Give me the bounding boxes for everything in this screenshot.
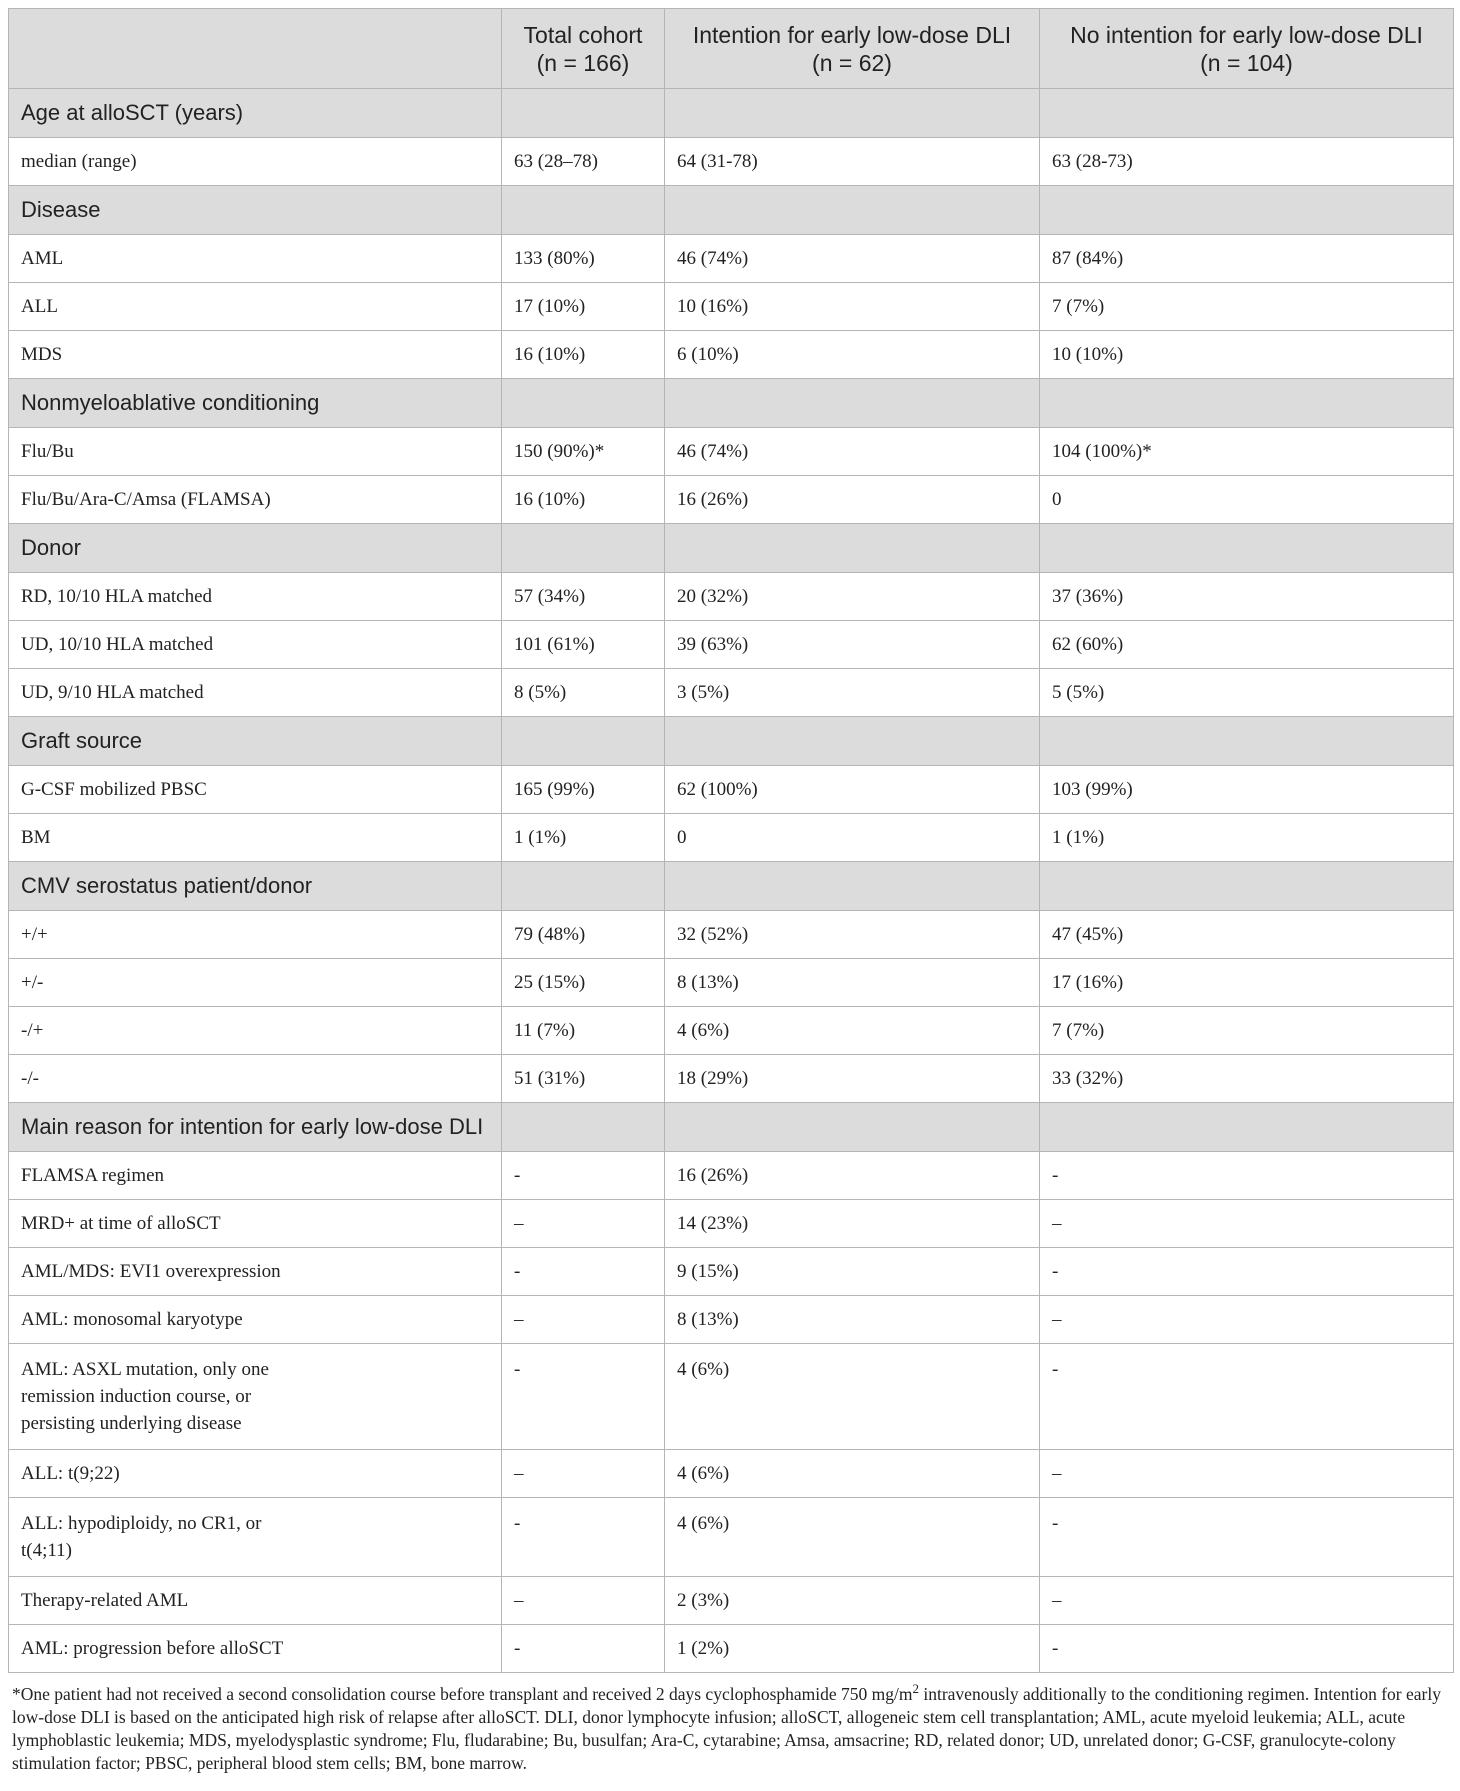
value-cell: 46 (74%) [665, 235, 1040, 283]
footnote-text-part2: intravenously additionally to the conditioning regimen. Intention for early low-dose DLI is based on the anticipated high risk of relapse after alloSCT. DLI, donor lymphocyte infusion; alloSCT, allogeneic stem cell transplantation; AML, acute myeloid leukemia; ALL, acute lymphoblastic leukemia; MDS, myelodysplastic syndrome; Flu, fludarabine; Bu, busulfan; Ara-C, cytarabine; Amsa, amsacrine; RD, related donor; UD, unrelated donor; G-CSF, granulocyte-colony stimulation factor; PBSC, peripheral blood stem cells; BM, bone marrow. [12, 1684, 1441, 1773]
section-empty-cell [665, 862, 1040, 911]
table-row [9, 1577, 1454, 1625]
row-label-cell: median (range) [9, 138, 502, 186]
header-count: (n = 166) [536, 49, 630, 76]
row-label-cell: Flu/Bu/Ara-C/Amsa (FLAMSA) [9, 476, 502, 524]
table-header [9, 9, 1454, 89]
header-cell-intention [665, 9, 1040, 89]
row-label-cell: AML: progression before alloSCT [9, 1625, 502, 1673]
value-cell: 1 (1%) [502, 814, 665, 862]
row-label-cell: AML [9, 235, 502, 283]
row-label-cell: -/+ [9, 1007, 502, 1055]
value-cell: 4 (6%) [665, 1498, 1040, 1577]
row-label-cell: AML: monosomal karyotype [9, 1296, 502, 1344]
header-count: (n = 104) [1200, 49, 1293, 76]
value-cell: 32 (52%) [665, 911, 1040, 959]
row-label-cell: UD, 9/10 HLA matched [9, 669, 502, 717]
row-label-cell: MDS [9, 331, 502, 379]
row-label-cell: AML: ASXL mutation, only one remission induction course, or persisting underlying disease [9, 1344, 502, 1450]
table-container [8, 8, 1453, 1775]
value-cell: 1 (2%) [665, 1625, 1040, 1673]
value-cell: – [1040, 1577, 1454, 1625]
row-label-cell: MRD+ at time of alloSCT [9, 1200, 502, 1248]
table-row [9, 138, 1454, 186]
table-row [9, 1007, 1454, 1055]
value-cell: – [1040, 1200, 1454, 1248]
section-title: Nonmyeloablative conditioning [9, 379, 502, 428]
value-cell: 33 (32%) [1040, 1055, 1454, 1103]
value-cell: 16 (26%) [665, 1152, 1040, 1200]
row-label-cell: -/- [9, 1055, 502, 1103]
section-empty-cell [665, 717, 1040, 766]
value-cell: 16 (26%) [665, 476, 1040, 524]
value-cell: 63 (28-73) [1040, 138, 1454, 186]
value-cell: - [502, 1625, 665, 1673]
row-label-cell: AML/MDS: EVI1 overexpression [9, 1248, 502, 1296]
value-cell: 9 (15%) [665, 1248, 1040, 1296]
table-row [9, 959, 1454, 1007]
row-label-cell: FLAMSA regimen [9, 1152, 502, 1200]
section-header-row [9, 89, 1454, 138]
row-label-cell: UD, 10/10 HLA matched [9, 621, 502, 669]
section-header-row [9, 717, 1454, 766]
table-row [9, 1450, 1454, 1498]
section-empty-cell [665, 1103, 1040, 1152]
table-row [9, 235, 1454, 283]
table-row [9, 1344, 1454, 1450]
row-label-cell: Therapy-related AML [9, 1577, 502, 1625]
value-cell: - [1040, 1344, 1454, 1450]
section-title: Graft source [9, 717, 502, 766]
section-header-row [9, 862, 1454, 911]
table-row [9, 1152, 1454, 1200]
table-row [9, 766, 1454, 814]
table-row [9, 331, 1454, 379]
table-row [9, 1248, 1454, 1296]
value-cell: 7 (7%) [1040, 1007, 1454, 1055]
value-cell: - [1040, 1248, 1454, 1296]
value-cell: 4 (6%) [665, 1450, 1040, 1498]
header-row [9, 9, 1454, 89]
table-row [9, 573, 1454, 621]
footnote-text-part1: *One patient had not received a second consolidation course before transplant and received 2 days cyclophosphamide 750 mg/m [12, 1684, 913, 1704]
value-cell: 16 (10%) [502, 331, 665, 379]
value-cell: 0 [665, 814, 1040, 862]
value-cell: 17 (10%) [502, 283, 665, 331]
value-cell: 133 (80%) [502, 235, 665, 283]
value-cell: – [1040, 1450, 1454, 1498]
table-row [9, 1625, 1454, 1673]
value-cell: 16 (10%) [502, 476, 665, 524]
row-label-cell: Flu/Bu [9, 428, 502, 476]
value-cell: 8 (13%) [665, 959, 1040, 1007]
value-cell: 4 (6%) [665, 1007, 1040, 1055]
section-empty-cell [1040, 89, 1454, 138]
header-cell-total-cohort [502, 9, 665, 89]
row-label-cell: +/- [9, 959, 502, 1007]
value-cell: - [502, 1344, 665, 1450]
table-row [9, 814, 1454, 862]
row-label-cell: ALL: t(9;22) [9, 1450, 502, 1498]
header-count: (n = 62) [812, 49, 892, 76]
value-cell: 17 (16%) [1040, 959, 1454, 1007]
table-row [9, 669, 1454, 717]
header-label: Intention for early low-dose DLI [692, 21, 1012, 48]
value-cell: 11 (7%) [502, 1007, 665, 1055]
value-cell: – [1040, 1296, 1454, 1344]
value-cell: 6 (10%) [665, 331, 1040, 379]
value-cell: 39 (63%) [665, 621, 1040, 669]
section-empty-cell [1040, 524, 1454, 573]
value-cell: 4 (6%) [665, 1344, 1040, 1450]
value-cell: - [1040, 1625, 1454, 1673]
row-label-cell: RD, 10/10 HLA matched [9, 573, 502, 621]
section-empty-cell [502, 379, 665, 428]
row-label-cell: ALL [9, 283, 502, 331]
section-header-row [9, 524, 1454, 573]
value-cell: 57 (34%) [502, 573, 665, 621]
value-cell: – [502, 1200, 665, 1248]
value-cell: 103 (99%) [1040, 766, 1454, 814]
section-empty-cell [502, 524, 665, 573]
section-header-row [9, 186, 1454, 235]
value-cell: 10 (10%) [1040, 331, 1454, 379]
section-empty-cell [1040, 186, 1454, 235]
section-header-row [9, 1103, 1454, 1152]
table-row [9, 911, 1454, 959]
row-label-cell: ALL: hypodiploidy, no CR1, or t(4;11) [9, 1498, 502, 1577]
table-body [9, 89, 1454, 1673]
patient-characteristics-table [8, 8, 1454, 1673]
value-cell: 46 (74%) [665, 428, 1040, 476]
value-cell: 62 (100%) [665, 766, 1040, 814]
table-row [9, 1200, 1454, 1248]
value-cell: 63 (28–78) [502, 138, 665, 186]
header-cell-blank [9, 9, 502, 89]
section-empty-cell [1040, 379, 1454, 428]
value-cell: 62 (60%) [1040, 621, 1454, 669]
table-row [9, 621, 1454, 669]
value-cell: – [502, 1450, 665, 1498]
value-cell: - [502, 1152, 665, 1200]
value-cell: 64 (31-78) [665, 138, 1040, 186]
table-row [9, 1055, 1454, 1103]
value-cell: 25 (15%) [502, 959, 665, 1007]
header-label: No intention for early low-dose DLI [1070, 21, 1423, 48]
table-row [9, 1498, 1454, 1577]
section-empty-cell [1040, 1103, 1454, 1152]
value-cell: – [502, 1296, 665, 1344]
value-cell: 104 (100%)* [1040, 428, 1454, 476]
section-title: CMV serostatus patient/donor [9, 862, 502, 911]
value-cell: 150 (90%)* [502, 428, 665, 476]
value-cell: 1 (1%) [1040, 814, 1454, 862]
table-row [9, 1296, 1454, 1344]
section-empty-cell [502, 89, 665, 138]
value-cell: 0 [1040, 476, 1454, 524]
section-empty-cell [502, 862, 665, 911]
value-cell: - [502, 1498, 665, 1577]
table-row [9, 476, 1454, 524]
section-empty-cell [502, 1103, 665, 1152]
section-empty-cell [502, 717, 665, 766]
section-header-row [9, 379, 1454, 428]
section-title: Age at alloSCT (years) [9, 89, 502, 138]
value-cell: - [1040, 1498, 1454, 1577]
table-footnote [8, 1683, 1453, 1775]
section-empty-cell [665, 89, 1040, 138]
value-cell: 20 (32%) [665, 573, 1040, 621]
section-title: Donor [9, 524, 502, 573]
value-cell: 2 (3%) [665, 1577, 1040, 1625]
value-cell: 8 (13%) [665, 1296, 1040, 1344]
row-label-cell: G-CSF mobilized PBSC [9, 766, 502, 814]
row-label-cell: +/+ [9, 911, 502, 959]
value-cell: 165 (99%) [502, 766, 665, 814]
section-title: Disease [9, 186, 502, 235]
value-cell: - [1040, 1152, 1454, 1200]
section-empty-cell [665, 524, 1040, 573]
footnote-superscript: 2 [912, 1681, 919, 1697]
value-cell: 7 (7%) [1040, 283, 1454, 331]
value-cell: 79 (48%) [502, 911, 665, 959]
section-empty-cell [1040, 717, 1454, 766]
value-cell: 8 (5%) [502, 669, 665, 717]
value-cell: 3 (5%) [665, 669, 1040, 717]
value-cell: 47 (45%) [1040, 911, 1454, 959]
value-cell: 10 (16%) [665, 283, 1040, 331]
value-cell: 14 (23%) [665, 1200, 1040, 1248]
value-cell: 101 (61%) [502, 621, 665, 669]
section-empty-cell [665, 186, 1040, 235]
header-cell-no-intention [1040, 9, 1454, 89]
value-cell: 37 (36%) [1040, 573, 1454, 621]
value-cell: 51 (31%) [502, 1055, 665, 1103]
value-cell: 18 (29%) [665, 1055, 1040, 1103]
value-cell: - [502, 1248, 665, 1296]
header-label: Total cohort [523, 21, 643, 48]
section-empty-cell [665, 379, 1040, 428]
table-row [9, 428, 1454, 476]
row-label-cell: BM [9, 814, 502, 862]
value-cell: – [502, 1577, 665, 1625]
section-title: Main reason for intention for early low-dose DLI [9, 1103, 502, 1152]
section-empty-cell [502, 186, 665, 235]
section-empty-cell [1040, 862, 1454, 911]
table-row [9, 283, 1454, 331]
value-cell: 5 (5%) [1040, 669, 1454, 717]
value-cell: 87 (84%) [1040, 235, 1454, 283]
